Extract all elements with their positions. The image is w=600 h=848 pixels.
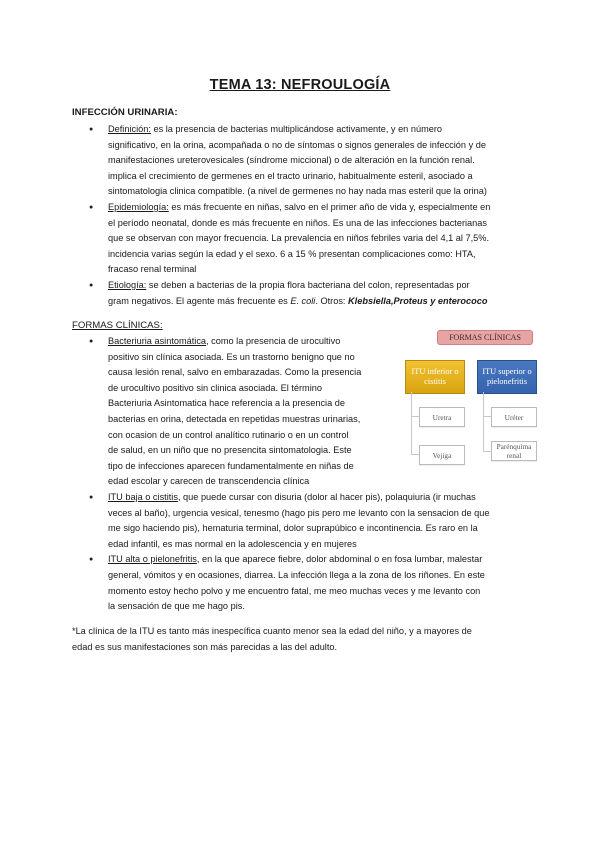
- list-item-definicion: ● Definición: es la presencia de bacterias multiplicándose activamente, y en número significativo, en la orina, acompañada o no de síntomas o signos generales de infección y de manifestaciones ureterovesicales (síndrome miccional) o de alteración en la función renal. implica el crecimiento de germenes en el tracto urinario, habitualmente esteril, asociado a sintomatologia clinica compatible. (a nivel de germenes no hay nada mas esteril que la orina): [108, 122, 538, 200]
- list-item-bacteriuria: ● Bacteriuria asintomática, como la presencia de urocultivo positivo sin clínica asociada. Es un trastorno benigno que no causa lesión renal, salvo en embarazadas. Como la presencia de urocultivo positivo sin clinica asociada. El término Bacteriuria Asintomatica hace referencia a la presencia de bacterias en orina, detectada en repetidas muestras urinarias, con ocasion de un control analítico rutinario o en un control de salud, en un niño que no presencita sintomatologia. Este tipo de infecciones aparecen fundamentalmente en niñas de edad escolar y carecen de transcendencia clínica: [108, 334, 398, 490]
- section-heading-formas: FORMAS CLÍNICAS:: [72, 320, 163, 331]
- diagram-connector-right: [483, 392, 484, 452]
- term-epidemiologia: Epidemiología:: [108, 201, 169, 212]
- diagram-connector-left: [411, 392, 412, 454]
- term-definicion: Definición:: [108, 124, 151, 134]
- formas-clinicas-diagram: [405, 330, 537, 470]
- diagram-title: FORMAS CLÍNICAS: [437, 330, 533, 345]
- diagram-connector-right-branch-2: [483, 451, 491, 452]
- list-item-epidemiologia: ● Epidemiología: es más frecuente en niñas, salvo en el primer año de vida y, especialmente en el período neonatal, donde es más frecuente en niños. Es una de las infecciones bacterianas que se observan con mayor frecuencia. La prevalencia en niños febriles varia del 4,1 al 7,5%. incidencia varias según la edad y el sexo. 6 a 15 % presentan complicaciones como: HTA, fracaso renal terminal: [108, 200, 538, 278]
- diagram-sub-ureter: Uréter: [491, 407, 537, 427]
- diagram-sub-parenquima: Parénquima renal: [491, 441, 537, 461]
- diagram-sub-vejiga: Vejiga: [419, 445, 465, 465]
- diagram-connector-left-branch-1: [411, 416, 419, 417]
- term-etiologia: Etiología:: [108, 279, 147, 290]
- infeccion-list: [108, 122, 538, 309]
- list-item-itu-baja: ● ITU baja o cistitis, que puede cursar con disuria (dolor al hacer pis), polaquiuria (ir muchas veces al baño), urgencia vesical, tenesmo (hago pis pero me levanto con la sensacion de que me sigo haciendo pis), hematuria terminal, dolor suprapúbico e incontinencia. Es raro en la edad infantil, es mas normal en la adolescencia y en mujeres: [108, 490, 538, 552]
- section-heading-infeccion: INFECCIÓN URINARIA:: [72, 107, 178, 118]
- diagram-sub-uretra: Uretra: [419, 407, 465, 427]
- page-title: TEMA 13: NEFROULOGÍA: [209, 77, 391, 93]
- footnote: *La clínica de la ITU es tanto más inespecífica cuanto menor sea la edad del niño, y a mayores de edad es sus manifestaciones son más parecidas a las del adulto.: [72, 626, 472, 652]
- list-item-etiologia: ● Etiología: se deben a bacterias de la propia flora bacteriana del colon, representadas por gram negativos. El agente más frecuente es E. coli. Otros: Klebsiella,Proteus y enterococo: [108, 278, 538, 309]
- diagram-connector-left-branch-2: [411, 454, 419, 455]
- list-item-itu-alta: ● ITU alta o pielonefritis, en la que aparece fiebre, dolor abdominal o en fosa lumbar, malestar general, vómitos y en ocasiones, diarrea. La infección llega a la zona de los riñones. En este momento estoy hecho polvo y me encuentro fatal, me meo muchas veces y me levanto con la sensación de que me hago pis.: [108, 552, 538, 614]
- diagram-box-itu-superior: ITU superior o pielonefritis: [477, 360, 537, 394]
- term-itu-alta: ITU alta o pielonefritis: [108, 554, 197, 565]
- diagram-connector-right-branch-1: [483, 416, 491, 417]
- term-itu-baja: ITU baja o cistitis: [108, 491, 178, 502]
- term-bacteriuria: Bacteriuria asintomática: [108, 336, 207, 346]
- diagram-box-itu-inferior: ITU inferior o cistitis: [405, 360, 465, 394]
